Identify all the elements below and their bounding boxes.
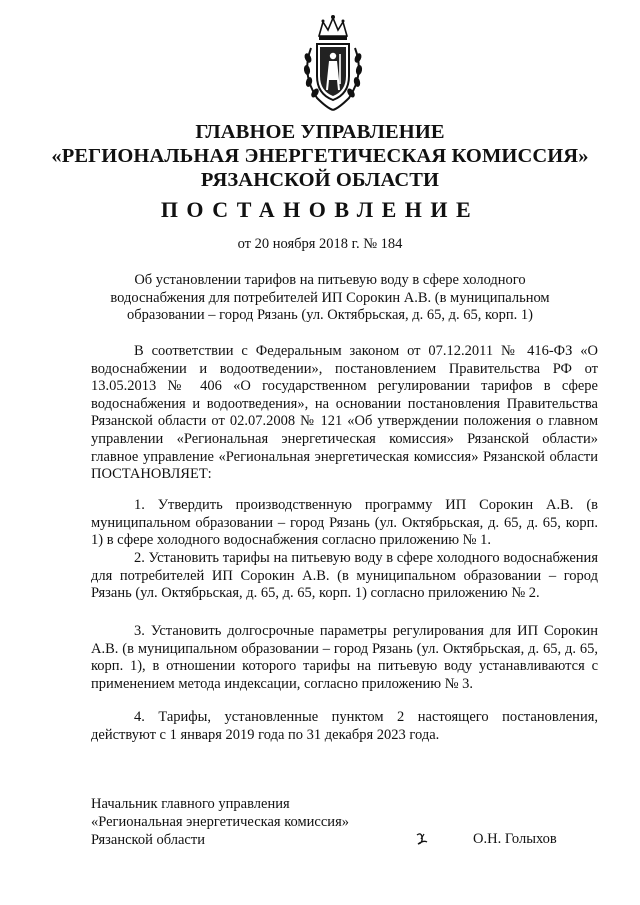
list-item-3: 3. Установить долгосрочные параметры регулирования для ИП Сорокин А.В. (в муниципальном образовании – город Рязань (ул. Октябрьская, д. 65, д. 65, корп. 1), в отношении которого тарифы на питьевую воду устанавливаются с применением метода индексации, согласно приложению № 3. [91, 623, 598, 692]
list-item-1: 1. Утвердить производственную программу ИП Сорокин А.В. (в муниципальном образовании – город Рязань (ул. Октябрьская, д. 65, д. 65, корп. 1) в сфере холодного водоснабжения согласно приложению № 1. [91, 497, 598, 549]
signatory-name: О.Н. Голыхов [473, 831, 557, 847]
signatory-line-1: Начальник главного управления [91, 796, 290, 812]
signatory-line-2: «Региональная энергетическая комиссия» [91, 814, 349, 830]
document-date: от 20 ноября 2018 г. № 184 [237, 236, 403, 252]
signature-mark-icon [415, 831, 429, 847]
list-item-2: 2. Установить тарифы на питьевую воду в сфере холодного водоснабжения для потребителей ИП Сорокин А.В. (в муниципальном образовании – город Рязань (ул. Октябрьская, д. 65, д. 65, корп. 1) согласно приложению № 2. [91, 550, 598, 602]
list-item-4: 4. Тарифы, установленные пунктом 2 настоящего постановления, действуют с 1 января 2019 года по 31 декабря 2023 года. [91, 709, 598, 743]
preamble: В соответствии с Федеральным законом от 07.12.2011 № 416-ФЗ «О водоснабжении и водоотведении», постановлением Правительства РФ от 13.05.2013 № 406 «О государственном регулировании тарифов в сфере водоснабжения и водоотведения», на основании постановления Правительства Рязанской области от 02.07.2008 № 121 «Об утверждении положения о главном управлении «Региональная энергетическая комиссия» Рязанской области» главное управление «Региональная энергетическая комиссия» Рязанской области ПОСТАНОВЛЯЕТ: [91, 343, 598, 483]
header-line-1: ГЛАВНОЕ УПРАВЛЕНИЕ [195, 121, 445, 143]
signatory-position [91, 795, 349, 849]
header-line-2: «РЕГИОНАЛЬНАЯ ЭНЕРГЕТИЧЕСКАЯ КОМИССИЯ» [51, 145, 589, 167]
document-subject: Об установлении тарифов на питьевую воду в сфере холодного водоснабжения для потребителей ИП Сорокин А.В. (в муниципальном образовании – город Рязань (ул. Октябрьская, д. 65, д. 65, корп. 1) [110, 272, 550, 323]
ryazan-coat-of-arms-icon [297, 14, 369, 112]
signatory-line-3: Рязанской области [91, 832, 205, 848]
document-title: ПОСТАНОВЛЕНИЕ [160, 197, 480, 222]
header-line-3: РЯЗАНСКОЙ ОБЛАСТИ [200, 169, 440, 191]
